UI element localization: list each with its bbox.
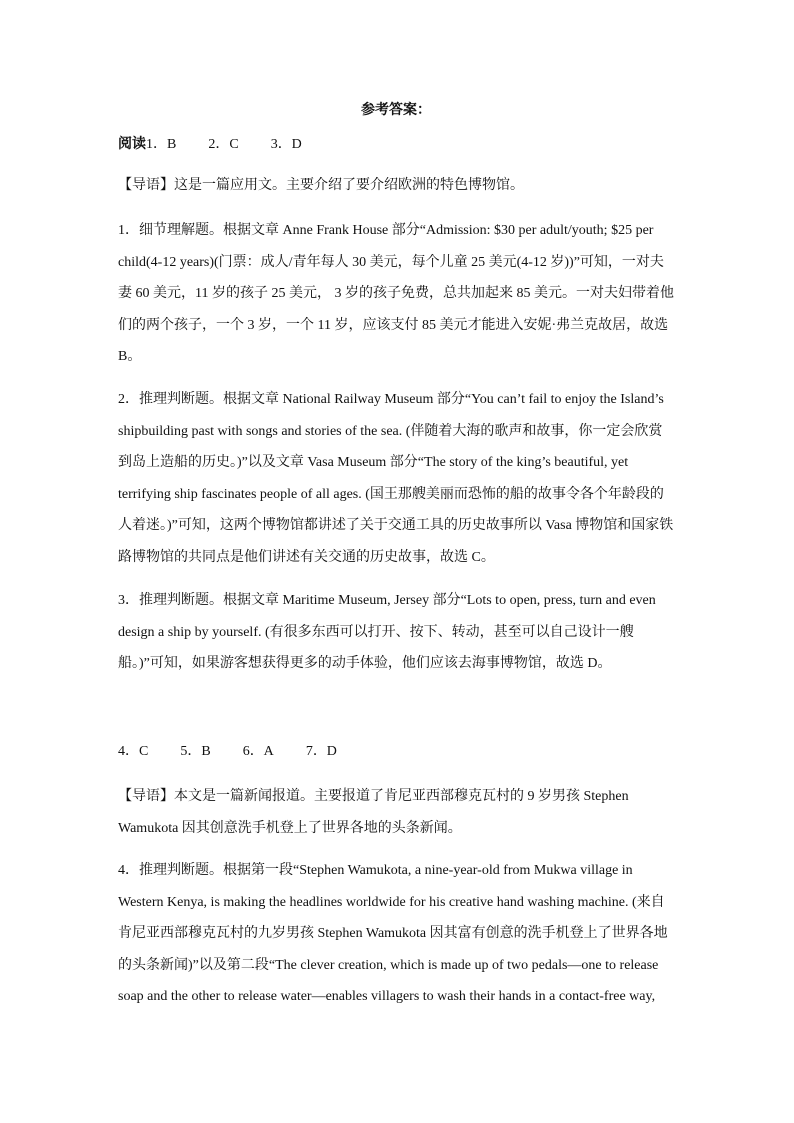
- intro-paragraph-1: [118, 170, 674, 202]
- explanation-q2: 2．推理判断题。根据文章 National Railway Museum 部分“You can’t fail to enjoy the Island’s shipbuilding past with songs and stories of the sea. (伴随着大海的歌声和故事，你一定会欣赏到岛上造船的历史。)”以及文章 Vasa Museum 部分“The story of the king’s beautiful, yet terrifying ship fascinates people of all ages. (国王那艘美丽而恐怖的船的故事令各个年龄段的人着迷。)”可知，这两个博物馆都讲述了关于交通工具的历史故事所以 Vasa 博物馆和国家铁路博物馆的共同点是他们讲述有关交通的历史故事，故选 C。: [118, 392, 674, 565]
- answers-row-2: [118, 736, 674, 768]
- intro-text: 本文是一篇新闻报道。主要报道了肯尼亚西部穆克瓦村的 9 岁男孩 Stephen Wamukota 因其创意洗手机登上了世界各地的头条新闻。: [118, 789, 629, 836]
- answer-item: 1．B: [146, 137, 177, 152]
- answers-row-1: [118, 129, 674, 161]
- explanation-q4: 4．推理判断题。根据第一段“Stephen Wamukota, a nine-year-old from Mukwa village in Western Kenya, is making the headlines worldwide for his creative hand washing machine. (来自肯尼亚西部穆克瓦村的九岁男孩 Stephen Wamukota 因其富有创意的洗手机登上了世界各地的头条新闻)”以及第二段“The clever creation, which is made up of two pedals—one to release soap and the other to release water—enables villagers to wash their hands in a contact-free way,: [118, 863, 668, 1005]
- explanation-q3: 3．推理判断题。根据文章 Maritime Museum, Jersey 部分“Lots to open, press, turn and even design a ship by yourself. (有很多东西可以打开、按下、转动，甚至可以自己设计一艘船。)”可知，如果游客想获得更多的动手体验，他们应该去海事博物馆，故选 D。: [118, 593, 656, 672]
- answer-item: 4．C: [118, 744, 149, 759]
- reading-label: 阅读: [118, 137, 146, 152]
- answer-item: 6．A: [242, 744, 274, 759]
- answer-item: 7．D: [305, 744, 337, 759]
- answer-item: 5．B: [180, 744, 211, 759]
- intro-text: 这是一篇应用文。主要介绍了要介绍欧洲的特色博物馆。: [174, 178, 524, 193]
- explanation-q1: 1．细节理解题。根据文章 Anne Frank House 部分“Admission: $30 per adult/youth; $25 per child(4-12 years)(门票：成人/青年每人 30 美元，每个儿童 25 美元(4-12 岁))”可知，一对夫妻 60 美元，11 岁的孩子 25 美元， 3 岁的孩子免费，总共加起来 85 美元。一对夫妇带着他们的两个孩子，一个 3 岁，一个 11 岁，应该支付 85 美元才能进入安妮·弗兰克故居，故选 B。: [118, 223, 674, 365]
- intro-paragraph-2: [118, 781, 674, 844]
- intro-tag: 【导语】: [118, 178, 174, 193]
- intro-tag: 【导语】: [118, 789, 174, 804]
- page-title: 参考答案：: [361, 103, 431, 118]
- answer-item: 3．D: [270, 137, 302, 152]
- answer-item: 2．C: [208, 137, 239, 152]
